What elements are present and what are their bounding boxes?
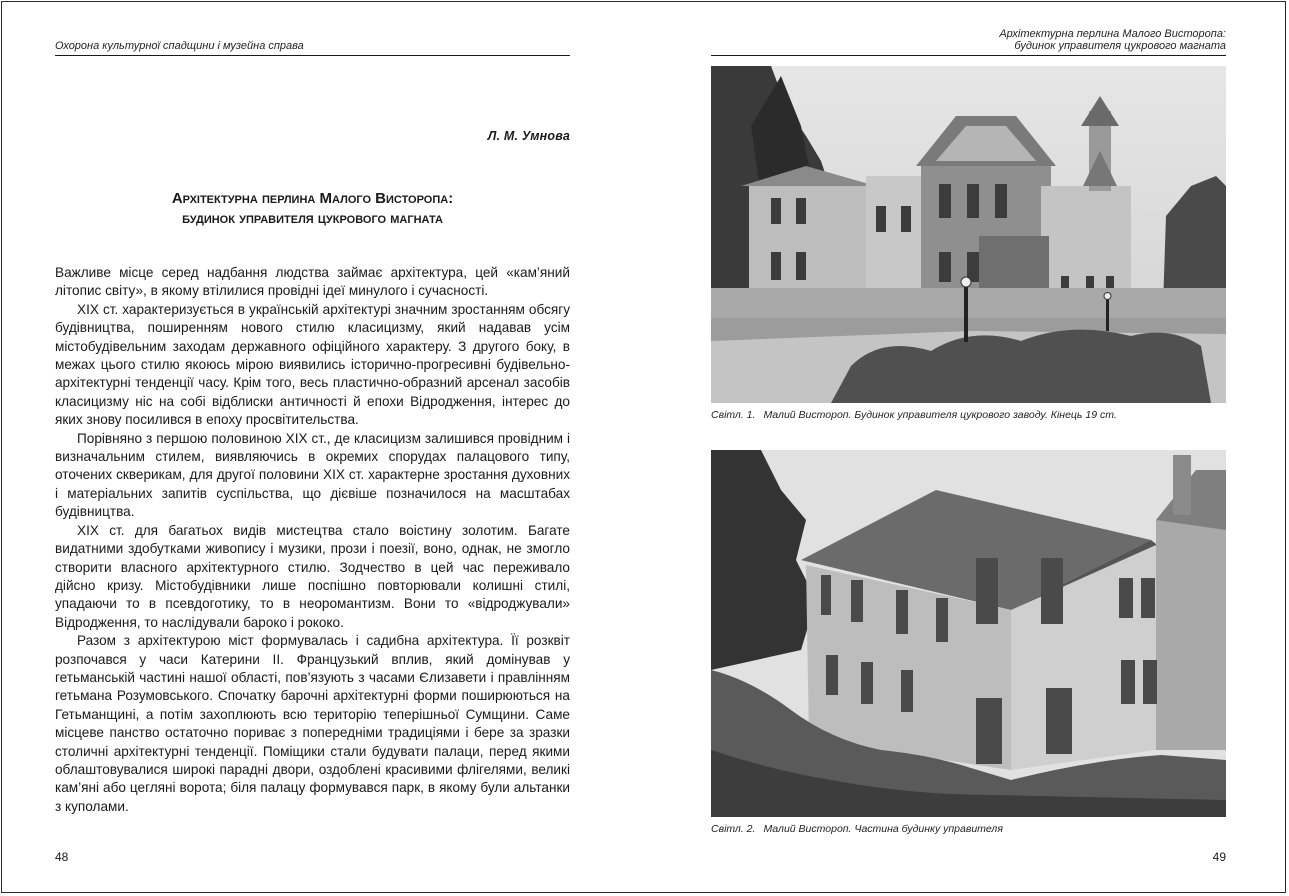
article-title-line-1: Архітектурна перлина Малого Висторопа: <box>171 190 454 207</box>
photo-2-caption-text: Малий Вистороп. Частина будинку управителя <box>763 823 1003 835</box>
photo-building-part <box>711 450 1226 817</box>
photo-manor-house <box>711 66 1226 403</box>
left-page <box>55 0 570 896</box>
right-running-head-line-2: будинок управителя цукрового магната <box>1014 40 1226 52</box>
article-author: Л. М. Умнова <box>487 129 570 143</box>
paragraph: Порівняно з першою половиною XIX ст., де класицизм залишився провідним і визначальним стилем, виявляючись в окремих спорудах палацового типу, оточених скверикам, для другої половини XIX ст. характерне зростання духовних і матеріальних запитів суспільства, що дієвіше позначилося на масштабах будівництва. <box>55 430 570 520</box>
paragraph: XIX ст. характеризується в українській архітектурі значним зростанням обсягу будівництва, поширенням нового стилю класицизму, який надавав усім містобудівельним заходам державного офіційного характеру. З другого боку, в межах цього стилю якоюсь мірою виявились історично-прогресивні будівельно-архітектурні тенденції часу. Крім того, весь пластично-образний арсенал засобів класицизму ніс на собі відблиски античності й епохи Відродження, інтерес до яких знову посилився в епоху просвітительства. <box>55 301 570 428</box>
photo-1-label: Світл. 1. <box>711 409 756 421</box>
paragraph: XIX ст. для багатьох видів мистецтва стало воістину золотим. Багате видатними здобутками живопису і музики, прози і поезії, воно, однак, не змогло створити власного архітектурного стилю. Зодчество в цей час переживало дійсно кризу. Містобудівники лише поспішно повторювали колишні стилі, упадаючи то в псевдоготику, то в неоромантизм. Вони то «відроджували» Відродження, то наслідували бароко і рококо. <box>55 522 570 630</box>
photo-1-caption-text: Малий Вистороп. Будинок управителя цукрового заводу. Кінець 19 ст. <box>763 409 1117 421</box>
article-title-line-2: будинок управителя цукрового магната <box>182 210 443 227</box>
photo-2-label: Світл. 2. <box>711 823 756 835</box>
right-page-number: 49 <box>1212 850 1226 864</box>
right-running-head-line-1: Архітектурна перлина Малого Висторопа: <box>999 28 1226 40</box>
paragraph: Важливе місце серед надбання людства займає архітектура, цей «кам’яний літопис світу», в якому втілилися провідні ідеї минулого і сучасності. <box>55 265 570 299</box>
photo-1-caption <box>711 409 1226 421</box>
paragraph: Разом з архітектурою міст формувалась і садибна архітектура. Її розквіт розпочався у часи Катерини II. Французький вплив, який домінував у гетьманській частині нашої області, пов’язують з часами Єлизавети і правлінням гетьмана Розумовського. Спочатку барочні архітектурні форми поширюються на Гетьманщині, а потім захоплюють всю територію теперішньої Сумщини. Саме місцеве панство остаточно пориває з попередніми традиціями і бере за зразки столичні архітектурні тенденції. Поміщики стали будувати палаци, перед якими облаштовувалися широкі парадні двори, оздоблені красивими флігелями, великі кам’яні або цегляні ворота; біля палацу формувався парк, в якому були альтанки з куполами. <box>55 633 570 814</box>
left-page-number: 48 <box>55 850 69 864</box>
article-title <box>55 189 570 229</box>
right-page <box>711 0 1226 896</box>
left-running-head-text: Охорона культурної спадщини і музейна справа <box>55 40 304 52</box>
photo-2-caption <box>711 823 1226 835</box>
right-running-head <box>711 30 1226 56</box>
article-body <box>55 264 570 816</box>
left-running-head <box>55 30 570 56</box>
